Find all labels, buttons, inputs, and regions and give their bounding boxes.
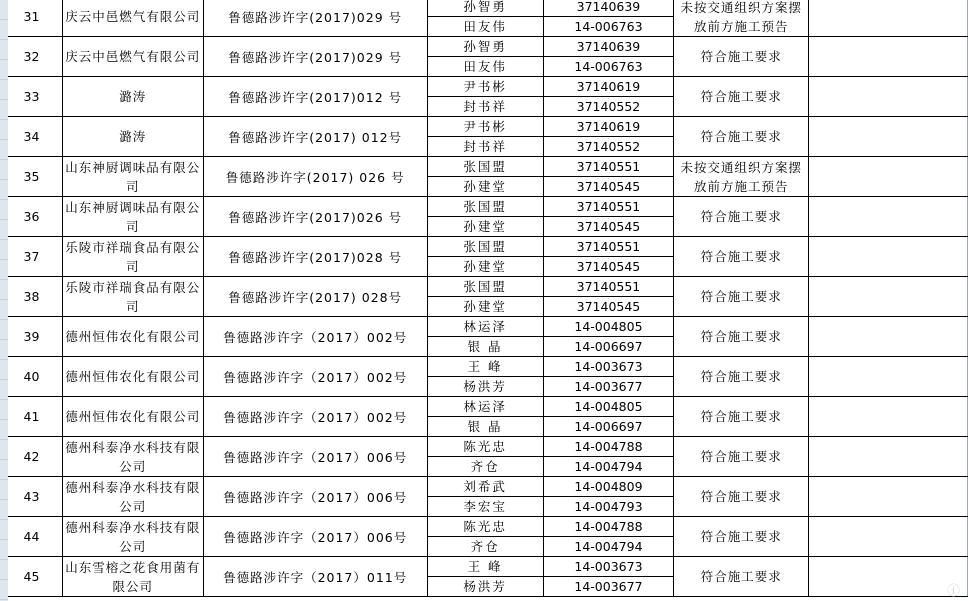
empty-cell[interactable]	[809, 37, 968, 77]
table-row	[1, 557, 968, 577]
table-row	[1, 477, 968, 497]
table-row	[1, 77, 968, 97]
result-cell[interactable]: 符合施工要求	[674, 397, 809, 437]
company-cell[interactable]: 庆云中邑燃气有限公司	[62, 37, 203, 77]
row-number-cell[interactable]: 39	[1, 317, 63, 357]
empty-cell[interactable]	[809, 317, 968, 357]
person-cell[interactable]: 孙智勇	[427, 0, 543, 17]
permit-cell[interactable]: 鲁德路涉许字（2017）006号	[203, 437, 427, 477]
certificate-cell[interactable]: 14-006697	[543, 417, 674, 437]
result-cell[interactable]: 符合施工要求	[674, 197, 809, 237]
table-row	[1, 0, 968, 17]
table-row	[1, 117, 968, 137]
row-number-cell[interactable]: 36	[1, 197, 63, 237]
certificate-cell[interactable]: 37140551	[543, 277, 674, 297]
person-cell[interactable]: 尹书彬	[427, 117, 543, 137]
certificate-cell[interactable]: 37140551	[543, 237, 674, 257]
result-cell[interactable]: 符合施工要求	[674, 237, 809, 277]
person-cell[interactable]: 孙建堂	[427, 257, 543, 277]
certificate-cell[interactable]: 37140545	[543, 297, 674, 317]
empty-cell[interactable]	[809, 477, 968, 517]
certificate-cell[interactable]: 14-004788	[543, 437, 674, 457]
certificate-cell[interactable]: 37140639	[543, 37, 674, 57]
certificate-cell[interactable]: 14-003677	[543, 577, 674, 597]
certificate-cell[interactable]: 37140552	[543, 97, 674, 117]
row-number-cell[interactable]: 35	[1, 157, 63, 197]
table-row	[1, 197, 968, 217]
empty-cell[interactable]	[809, 277, 968, 317]
person-cell[interactable]: 杨洪芳	[427, 577, 543, 597]
certificate-cell[interactable]: 14-004805	[543, 317, 674, 337]
result-cell[interactable]: 符合施工要求	[674, 77, 809, 117]
company-cell[interactable]: 德州恒伟农化有限公司	[62, 317, 203, 357]
person-cell[interactable]: 田友伟	[427, 57, 543, 77]
person-cell[interactable]: 银 晶	[427, 417, 543, 437]
person-cell[interactable]: 张国盟	[427, 197, 543, 217]
company-cell[interactable]: 庆云中邑燃气有限公司	[62, 0, 203, 37]
result-cell[interactable]: 未按交通组织方案摆放前方施工预告	[674, 0, 809, 37]
result-cell[interactable]: 符合施工要求	[674, 477, 809, 517]
empty-cell[interactable]	[809, 517, 968, 557]
certificate-cell[interactable]: 14-004793	[543, 497, 674, 517]
permit-cell[interactable]: 鲁德路涉许字(2017)029 号	[203, 0, 427, 37]
company-cell[interactable]: 德州恒伟农化有限公司	[62, 397, 203, 437]
person-cell[interactable]: 孙建堂	[427, 217, 543, 237]
row-number-cell[interactable]: 37	[1, 237, 63, 277]
person-cell[interactable]: 封书祥	[427, 137, 543, 157]
result-cell[interactable]: 符合施工要求	[674, 517, 809, 557]
certificate-cell[interactable]: 14-003673	[543, 557, 674, 577]
company-cell[interactable]: 山东神厨调味品有限公司	[62, 197, 203, 237]
empty-cell[interactable]	[809, 397, 968, 437]
certificate-cell[interactable]: 14-004794	[543, 537, 674, 557]
table-row	[1, 157, 968, 177]
row-number-cell[interactable]: 40	[1, 357, 63, 397]
company-cell[interactable]: 潞涛	[62, 77, 203, 117]
permit-cell[interactable]: 鲁德路涉许字(2017)026 号	[203, 197, 427, 237]
person-cell[interactable]: 林运泽	[427, 317, 543, 337]
row-number-cell[interactable]: 34	[1, 117, 63, 157]
person-cell[interactable]: 封书祥	[427, 97, 543, 117]
person-cell[interactable]: 银 晶	[427, 337, 543, 357]
row-number-cell[interactable]: 33	[1, 77, 63, 117]
company-cell[interactable]: 乐陵市祥瑞食品有限公司	[62, 277, 203, 317]
person-cell[interactable]: 张国盟	[427, 157, 543, 177]
row-header-gutter	[0, 0, 8, 601]
permit-cell[interactable]: 鲁德路涉许字（2017）011号	[203, 557, 427, 597]
empty-cell[interactable]	[809, 557, 968, 597]
row-number-cell[interactable]: 42	[1, 437, 63, 477]
result-cell[interactable]: 符合施工要求	[674, 437, 809, 477]
watermark: ⓘ	[946, 584, 962, 599]
certificate-cell[interactable]: 14-006697	[543, 337, 674, 357]
certificate-cell[interactable]: 14-003673	[543, 357, 674, 377]
company-cell[interactable]: 乐陵市祥瑞食品有限公司	[62, 237, 203, 277]
company-cell[interactable]: 德州科泰净水科技有限公司	[62, 477, 203, 517]
certificate-cell[interactable]: 14-004794	[543, 457, 674, 477]
certificate-cell[interactable]: 37140545	[543, 257, 674, 277]
table-row	[1, 437, 968, 457]
person-cell[interactable]: 林运泽	[427, 397, 543, 417]
person-cell[interactable]: 张国盟	[427, 237, 543, 257]
person-cell[interactable]: 王 峰	[427, 557, 543, 577]
certificate-cell[interactable]: 37140545	[543, 217, 674, 237]
person-cell[interactable]: 张国盟	[427, 277, 543, 297]
permit-cell[interactable]: 鲁德路涉许字（2017）006号	[203, 477, 427, 517]
certificate-cell[interactable]: 14-003677	[543, 377, 674, 397]
company-cell[interactable]: 德州科泰净水科技有限公司	[62, 517, 203, 557]
permit-cell[interactable]: 鲁德路涉许字(2017)012 号	[203, 77, 427, 117]
person-cell[interactable]: 李宏宝	[427, 497, 543, 517]
person-cell[interactable]: 杨洪芳	[427, 377, 543, 397]
row-number-cell[interactable]: 38	[1, 277, 63, 317]
row-number-cell[interactable]: 31	[1, 0, 63, 37]
person-cell[interactable]: 孙智勇	[427, 37, 543, 57]
permit-cell[interactable]: 鲁德路涉许字(2017) 028号	[203, 277, 427, 317]
person-cell[interactable]: 刘希武	[427, 477, 543, 497]
result-cell[interactable]: 符合施工要求	[674, 117, 809, 157]
row-number-cell[interactable]: 45	[1, 557, 63, 597]
person-cell[interactable]: 王 峰	[427, 357, 543, 377]
certificate-cell[interactable]: 14-006763	[543, 57, 674, 77]
permit-cell[interactable]: 鲁德路涉许字(2017)029 号	[203, 37, 427, 77]
person-cell[interactable]: 陈光忠	[427, 517, 543, 537]
result-cell[interactable]: 未按交通组织方案摆放前方施工预告	[674, 157, 809, 197]
permit-cell[interactable]: 鲁德路涉许字（2017）002号	[203, 317, 427, 357]
result-cell[interactable]: 符合施工要求	[674, 357, 809, 397]
table-row	[1, 517, 968, 537]
result-cell[interactable]: 符合施工要求	[674, 557, 809, 597]
empty-cell[interactable]	[809, 357, 968, 397]
person-cell[interactable]: 尹书彬	[427, 77, 543, 97]
permit-cell[interactable]: 鲁德路涉许字(2017) 012号	[203, 117, 427, 157]
empty-cell[interactable]	[809, 0, 968, 37]
person-cell[interactable]: 齐仓	[427, 537, 543, 557]
empty-cell[interactable]	[809, 437, 968, 477]
table-row	[1, 37, 968, 57]
table-row	[1, 397, 968, 417]
person-cell[interactable]: 陈光忠	[427, 437, 543, 457]
certificate-cell[interactable]: 37140619	[543, 77, 674, 97]
permit-cell[interactable]: 鲁德路涉许字（2017）002号	[203, 397, 427, 437]
permit-cell[interactable]: 鲁德路涉许字(2017)028 号	[203, 237, 427, 277]
row-number-cell[interactable]: 44	[1, 517, 63, 557]
company-cell[interactable]: 潞涛	[62, 117, 203, 157]
certificate-cell[interactable]: 37140619	[543, 117, 674, 137]
certificate-cell[interactable]: 37140552	[543, 137, 674, 157]
empty-cell[interactable]	[809, 117, 968, 157]
person-cell[interactable]: 田友伟	[427, 17, 543, 37]
certificate-cell[interactable]: 14-004788	[543, 517, 674, 537]
empty-cell[interactable]	[809, 157, 968, 197]
person-cell[interactable]: 孙建堂	[427, 177, 543, 197]
table-row	[1, 357, 968, 377]
empty-cell[interactable]	[809, 197, 968, 237]
permit-cell[interactable]: 鲁德路涉许字(2017) 026 号	[203, 157, 427, 197]
certificate-cell[interactable]: 37140639	[543, 0, 674, 17]
row-number-cell[interactable]: 41	[1, 397, 63, 437]
empty-cell[interactable]	[809, 237, 968, 277]
table-row	[1, 237, 968, 257]
table-row	[1, 277, 968, 297]
permit-cell[interactable]: 鲁德路涉许字（2017）002号	[203, 357, 427, 397]
empty-cell[interactable]	[809, 77, 968, 117]
person-cell[interactable]: 孙建堂	[427, 297, 543, 317]
result-cell[interactable]: 符合施工要求	[674, 37, 809, 77]
result-cell[interactable]: 符合施工要求	[674, 277, 809, 317]
certificate-cell[interactable]: 37140551	[543, 157, 674, 177]
certificate-cell[interactable]: 14-006763	[543, 17, 674, 37]
certificate-cell[interactable]: 37140551	[543, 197, 674, 217]
row-number-cell[interactable]: 43	[1, 477, 63, 517]
company-cell[interactable]: 山东神厨调味品有限公司	[62, 157, 203, 197]
certificate-cell[interactable]: 14-004805	[543, 397, 674, 417]
company-cell[interactable]: 德州科泰净水科技有限公司	[62, 437, 203, 477]
company-cell[interactable]: 德州恒伟农化有限公司	[62, 357, 203, 397]
company-cell[interactable]: 山东雪榕之花食用菌有限公司	[62, 557, 203, 597]
result-cell[interactable]: 符合施工要求	[674, 317, 809, 357]
certificate-cell[interactable]: 37140545	[543, 177, 674, 197]
row-number-cell[interactable]: 32	[1, 37, 63, 77]
permit-cell[interactable]: 鲁德路涉许字（2017）006号	[203, 517, 427, 557]
person-cell[interactable]: 齐仓	[427, 457, 543, 477]
certificate-cell[interactable]: 14-004809	[543, 477, 674, 497]
table-row	[1, 317, 968, 337]
